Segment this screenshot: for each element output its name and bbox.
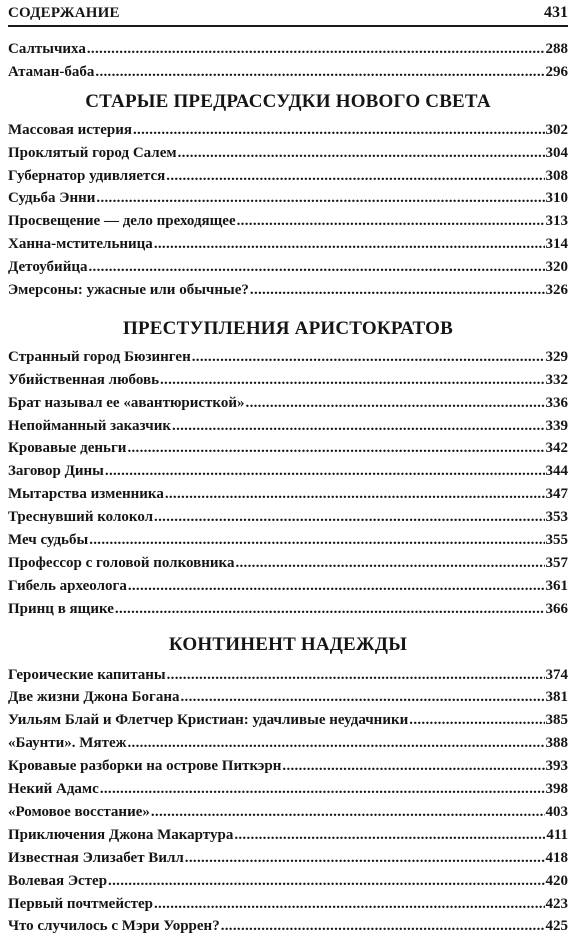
dot-leader <box>234 824 545 847</box>
toc-entry <box>8 529 568 552</box>
entry-page-number: 418 <box>545 849 568 866</box>
toc-entry <box>8 598 568 621</box>
toc-entry <box>8 847 568 870</box>
entry-page-number: 302 <box>545 121 568 138</box>
dot-leader <box>154 233 545 256</box>
toc-entry <box>8 415 568 438</box>
dot-leader <box>154 893 545 916</box>
entry-page-number: 388 <box>545 735 568 752</box>
dot-leader <box>165 483 545 506</box>
dot-leader <box>237 210 545 233</box>
section-heading: СТАРЫЕ ПРЕДРАССУДКИ НОВОГО СВЕТА <box>85 90 491 112</box>
dot-leader <box>181 686 545 709</box>
entry-title: Меч судьбы <box>8 532 89 549</box>
entry-title: Атаман-баба <box>8 63 95 80</box>
entry-page-number: 385 <box>545 712 568 729</box>
entry-title: Известная Элизабет Вилл <box>8 849 184 866</box>
entry-title: Приключения Джона Макартура <box>8 826 234 843</box>
entry-page-number: 314 <box>545 236 568 253</box>
entry-page-number: 355 <box>545 532 568 549</box>
toc-entry <box>8 279 568 302</box>
entry-title: Героические капитаны <box>8 666 166 683</box>
toc-entry <box>8 210 568 233</box>
dot-leader <box>160 369 545 392</box>
toc-entry <box>8 165 568 188</box>
dot-leader <box>235 552 544 575</box>
header-title: СОДЕРЖАНИЕ <box>8 5 120 21</box>
dot-leader <box>115 598 545 621</box>
entry-page-number: 423 <box>545 895 568 912</box>
entry-page-number: 342 <box>545 440 568 457</box>
entry-title: Брат называл ее «авантюристкой» <box>8 394 245 411</box>
dot-leader <box>250 279 545 302</box>
entry-title: Волевая Эстер <box>8 872 108 889</box>
toc-entry <box>8 686 568 709</box>
toc-entry <box>8 801 568 824</box>
entry-page-number: 296 <box>545 63 568 80</box>
entry-title: «Баунти». Мятеж <box>8 735 127 752</box>
entry-title: Проклятый город Салем <box>8 144 177 161</box>
entry-page-number: 425 <box>545 918 568 935</box>
dot-leader <box>108 870 544 893</box>
toc-entry <box>8 119 568 142</box>
entry-page-number: 332 <box>545 371 568 388</box>
entry-title: Просвещение — дело преходящее <box>8 213 236 230</box>
toc-entry <box>8 575 568 598</box>
dot-leader <box>154 506 544 529</box>
entry-title: Профессор с головой полковника <box>8 554 235 571</box>
dot-leader <box>100 778 545 801</box>
toc-entry <box>8 778 568 801</box>
dot-leader <box>133 119 545 142</box>
entry-page-number: 381 <box>545 689 568 706</box>
entry-title: Салтычиха <box>8 41 86 57</box>
toc-entry <box>8 709 568 732</box>
dot-leader <box>151 801 545 824</box>
entry-title: Непойманный заказчик <box>8 417 172 434</box>
entry-page-number: 288 <box>545 41 568 57</box>
dot-leader <box>105 460 545 483</box>
toc-entry <box>8 233 568 256</box>
toc-entry <box>8 187 568 210</box>
entry-title: Две жизни Джона Богана <box>8 689 180 706</box>
entry-page-number: 320 <box>545 259 568 276</box>
entry-title: Убийственная любовь <box>8 371 159 388</box>
dot-leader <box>87 38 545 61</box>
entry-title: Некий Адамс <box>8 781 99 798</box>
header-page-number: 431 <box>544 4 568 21</box>
section-heading: ПРЕСТУПЛЕНИЯ АРИСТОКРАТОВ <box>123 317 453 339</box>
dot-leader <box>128 575 545 598</box>
dot-leader <box>172 415 544 438</box>
entry-page-number: 361 <box>545 577 568 594</box>
dot-leader <box>95 61 544 84</box>
entry-title: Массовая истерия <box>8 121 132 138</box>
dot-leader <box>127 437 544 460</box>
toc-entry <box>8 506 568 529</box>
dot-leader <box>246 392 545 415</box>
entry-page-number: 313 <box>545 213 568 230</box>
entry-page-number: 329 <box>545 348 568 365</box>
toc-entry <box>8 437 568 460</box>
toc-section <box>8 635 568 938</box>
entry-page-number: 398 <box>545 781 568 798</box>
toc-entry <box>8 824 568 847</box>
entry-page-number: 326 <box>545 282 568 299</box>
toc-entry <box>8 256 568 279</box>
entry-title: Что случилось с Мэри Уоррен? <box>8 918 220 935</box>
toc-entry <box>8 664 568 687</box>
toc-entry <box>8 38 568 61</box>
toc-entry <box>8 346 568 369</box>
entry-title: Мытарства изменника <box>8 486 164 503</box>
entry-page-number: 347 <box>545 486 568 503</box>
entry-page-number: 344 <box>545 463 568 480</box>
toc-entry <box>8 552 568 575</box>
entry-title: Заговор Дины <box>8 463 104 480</box>
dot-leader <box>89 256 545 279</box>
entry-page-number: 374 <box>545 666 568 683</box>
entry-title: Эмерсоны: ужасные или обычные? <box>8 282 249 299</box>
entry-page-number: 304 <box>545 144 568 161</box>
entry-title: Судьба Энни <box>8 190 96 207</box>
toc-entry <box>8 732 568 755</box>
entry-title: Уильям Блай и Флетчер Кристиан: удачливые неудачники <box>8 712 409 729</box>
dot-leader <box>89 529 544 552</box>
toc-entry <box>8 460 568 483</box>
toc-section <box>8 319 568 621</box>
toc-entry <box>8 870 568 893</box>
intro-entries <box>8 38 568 84</box>
entry-page-number: 393 <box>545 758 568 775</box>
toc-entry <box>8 369 568 392</box>
entry-page-number: 411 <box>546 826 568 843</box>
entry-title: Детоубийца <box>8 259 88 276</box>
section-heading: КОНТИНЕНТ НАДЕЖДЫ <box>168 633 408 655</box>
entry-page-number: 366 <box>545 600 568 617</box>
entry-title: Гибель археолога <box>8 577 127 594</box>
toc-entry <box>8 392 568 415</box>
toc-entry <box>8 755 568 778</box>
entry-page-number: 357 <box>545 554 568 571</box>
dot-leader <box>96 187 544 210</box>
toc-entry <box>8 142 568 165</box>
entry-page-number: 420 <box>545 872 568 889</box>
table-of-contents <box>8 38 568 938</box>
entry-title: Кровавые деньги <box>8 440 127 457</box>
entry-title: Ханна-мстительница <box>8 236 153 253</box>
entry-title: Странный город Бюзинген <box>8 348 191 365</box>
running-header <box>8 3 568 27</box>
dot-leader <box>167 664 545 687</box>
dot-leader <box>221 915 545 938</box>
entry-title: Губернатор удивляется <box>8 167 166 184</box>
toc-section <box>8 92 568 302</box>
dot-leader <box>166 165 544 188</box>
entry-title: Первый почтмейстер <box>8 895 153 912</box>
dot-leader <box>409 709 544 732</box>
entry-title: Принц в ящике <box>8 600 114 617</box>
dot-leader <box>178 142 545 165</box>
entry-title: Треснувший колокол <box>8 509 154 526</box>
dot-leader <box>282 755 544 778</box>
dot-leader <box>127 732 544 755</box>
dot-leader <box>185 847 545 870</box>
toc-entry <box>8 893 568 916</box>
entry-page-number: 336 <box>545 394 568 411</box>
entry-page-number: 339 <box>545 417 568 434</box>
entry-page-number: 403 <box>545 803 568 820</box>
entry-title: Кровавые разборки на острове Питкэрн <box>8 758 282 775</box>
entry-page-number: 310 <box>545 190 568 207</box>
dot-leader <box>192 346 545 369</box>
toc-entry <box>8 915 568 938</box>
entry-page-number: 353 <box>545 509 568 526</box>
entry-title: «Ромовое восстание» <box>8 803 150 820</box>
toc-entry <box>8 61 568 84</box>
entry-page-number: 308 <box>545 167 568 184</box>
toc-entry <box>8 483 568 506</box>
